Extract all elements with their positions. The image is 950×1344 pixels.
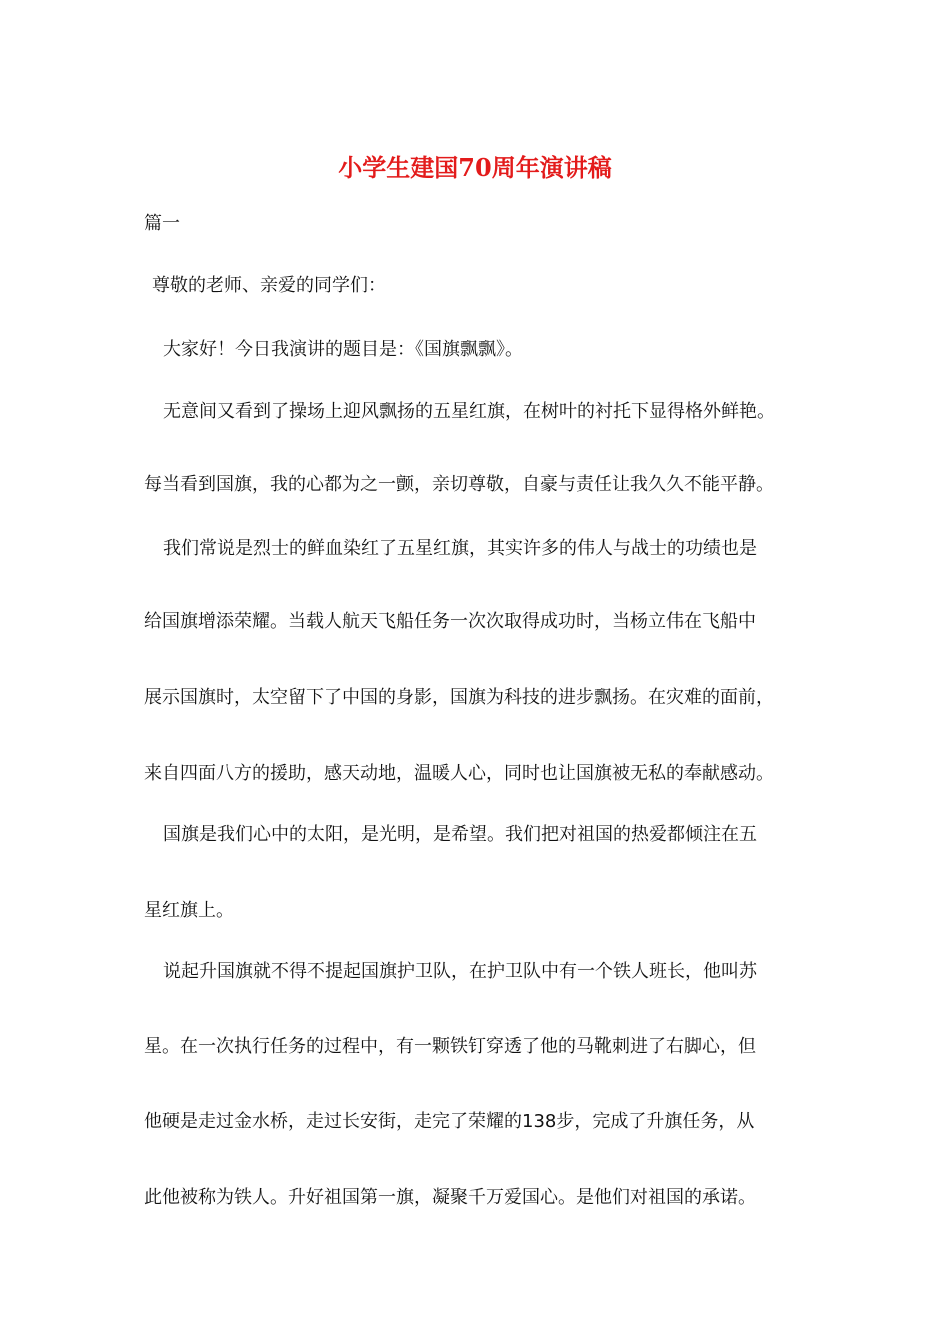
paragraph-line: 此他被称为铁人。升好祖国第一旗，凝聚千万爱国心。是他们对祖国的承诺。 <box>144 1187 756 1208</box>
paragraph-line: 每当看到国旗，我的心都为之一颤，亲切尊敬，自豪与责任让我久久不能平静。 <box>144 474 774 495</box>
section-heading: 篇一 <box>144 213 180 234</box>
paragraph-line: 大家好！今日我演讲的题目是：《国旗飘飘》。 <box>163 339 523 360</box>
document-title: 小学生建国70周年演讲稿 <box>338 153 612 182</box>
paragraph-line: 国旗是我们心中的太阳，是光明，是希望。我们把对祖国的热爱都倾注在五 <box>163 824 757 845</box>
paragraph-line: 星红旗上。 <box>144 900 234 921</box>
paragraph-line: 说起升国旗就不得不提起国旗护卫队，在护卫队中有一个铁人班长，他叫苏 <box>163 961 757 982</box>
paragraph-line: 他硬是走过金水桥，走过长安街，走完了荣耀的138步，完成了升旗任务，从 <box>144 1111 755 1132</box>
paragraph-line: 给国旗增添荣耀。当载人航天飞船任务一次次取得成功时，当杨立伟在飞船中 <box>144 611 756 632</box>
paragraph-line: 无意间又看到了操场上迎风飘扬的五星红旗，在树叶的衬托下显得格外鲜艳。 <box>163 401 775 422</box>
paragraph-line: 我们常说是烈士的鲜血染红了五星红旗，其实许多的伟人与战士的功绩也是 <box>163 538 757 559</box>
paragraph-line: 展示国旗时，太空留下了中国的身影，国旗为科技的进步飘扬。在灾难的面前， <box>144 687 774 708</box>
salutation: 尊敬的老师、亲爱的同学们： <box>152 275 386 296</box>
paragraph-line: 来自四面八方的援助，感天动地，温暖人心，同时也让国旗被无私的奉献感动。 <box>144 763 774 784</box>
paragraph-line: 星。在一次执行任务的过程中，有一颗铁钉穿透了他的马靴刺进了右脚心，但 <box>144 1036 756 1057</box>
